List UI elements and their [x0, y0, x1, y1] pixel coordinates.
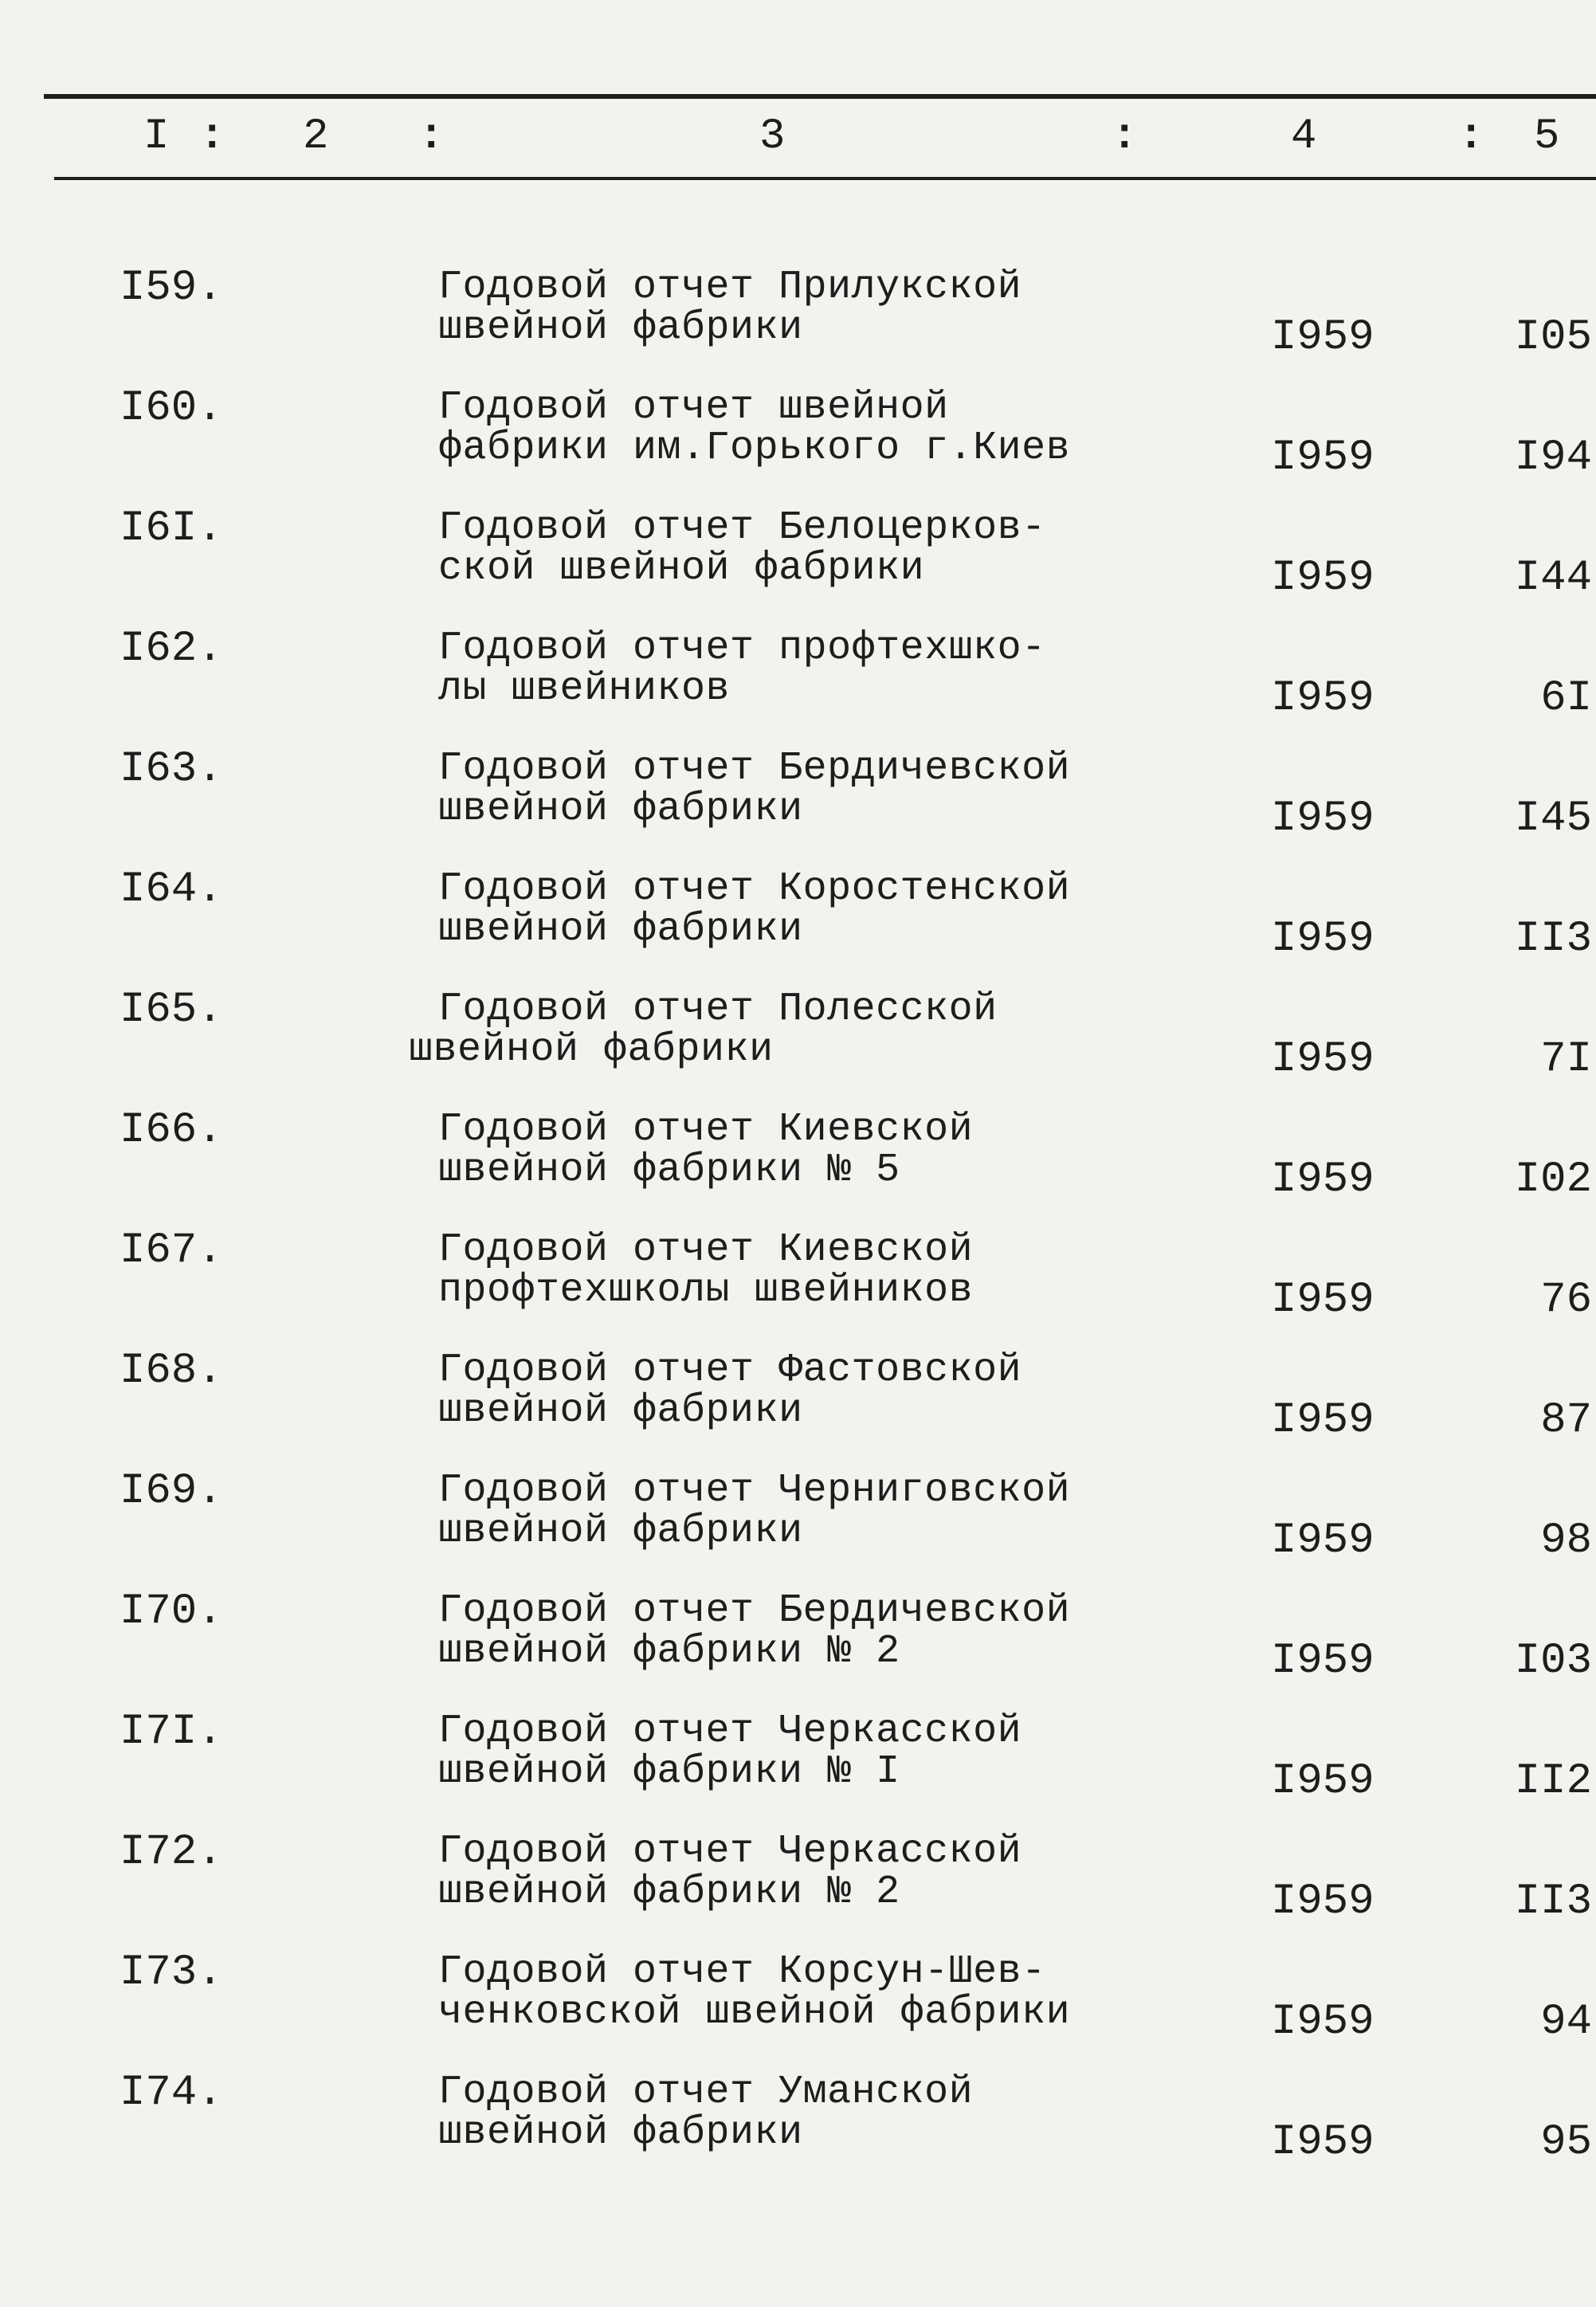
title-line: швейной фабрики [438, 305, 803, 351]
title-line: Годовой отчет Черкасской [438, 1709, 1022, 1754]
row-year: I959 [1271, 1396, 1374, 1445]
column-separator: : [418, 112, 445, 161]
row-year: I959 [1271, 434, 1374, 482]
row-title [438, 1588, 1155, 1674]
title-line: швейной фабрики [438, 1388, 803, 1434]
inventory-list [0, 264, 1596, 2192]
inventory-row [0, 264, 1596, 387]
title-line: Годовой отчет Белоцерков- [438, 505, 1046, 551]
row-year: I959 [1271, 1998, 1374, 2046]
row-number: I59. [120, 264, 223, 312]
row-sheets: II2 [1514, 1757, 1592, 1806]
row-title [438, 748, 1155, 830]
row-number: I72. [120, 1828, 223, 1877]
title-line: профтехшколы швейников [438, 1268, 974, 1313]
title-line: швейной фабрики [438, 907, 803, 952]
row-number: I66. [120, 1106, 223, 1155]
title-line: швейной фабрики [438, 1509, 803, 1554]
inventory-row [0, 1226, 1596, 1350]
title-line: швейной фабрики [438, 2110, 803, 2156]
column-header-1: I [143, 112, 170, 161]
inventory-row [0, 1347, 1596, 1470]
row-title [409, 987, 1155, 1073]
row-sheets: I94 [1514, 434, 1592, 482]
title-line: Годовой отчет швейной [438, 385, 949, 430]
title-line: Годовой отчет Уманской [438, 2070, 974, 2115]
title-line: лы швейников [438, 666, 731, 712]
row-sheets: I05 [1514, 313, 1592, 362]
inventory-row [0, 1587, 1596, 1711]
row-number: I6I. [120, 504, 223, 553]
title-line: Годовой отчет Полесской [438, 987, 998, 1032]
inventory-row [0, 2069, 1596, 2192]
title-line: ской швейной фабрики [438, 546, 925, 591]
row-title [438, 1949, 1155, 2035]
title-line: фабрики им.Горького г.Киев [438, 426, 1071, 471]
row-sheets: I02 [1514, 1155, 1592, 1204]
row-title [438, 387, 1155, 469]
row-number: I60. [120, 384, 223, 433]
column-header-5: 5 [1534, 112, 1560, 161]
title-line: Годовой отчет Бердичевской [438, 746, 1071, 791]
inventory-row [0, 1948, 1596, 2072]
title-line: швейной фабрики № 2 [438, 1870, 900, 1915]
row-number: I64. [120, 865, 223, 914]
row-number: I63. [120, 745, 223, 794]
inventory-row [0, 1828, 1596, 1952]
row-year: I959 [1271, 2118, 1374, 2167]
column-header-2: 2 [303, 112, 329, 161]
inventory-row [0, 745, 1596, 869]
row-number: I74. [120, 2069, 223, 2117]
column-header-4: 4 [1291, 112, 1317, 161]
row-number: I67. [120, 1226, 223, 1275]
inventory-row [0, 504, 1596, 628]
column-separator: : [1458, 112, 1484, 161]
row-title [438, 1227, 1155, 1313]
row-year: I959 [1271, 1757, 1374, 1806]
title-line: Годовой отчет Черниговской [438, 1468, 1071, 1513]
header-top-rule [44, 94, 1596, 99]
row-sheets: 7I [1540, 1035, 1592, 1084]
row-title [438, 1470, 1155, 1552]
row-year: I959 [1271, 313, 1374, 362]
row-sheets: 87 [1540, 1396, 1592, 1445]
row-year: I959 [1271, 1516, 1374, 1565]
title-line: Годовой отчет Коростенской [438, 866, 1071, 912]
row-title [438, 866, 1155, 952]
row-sheets: 76 [1540, 1276, 1592, 1324]
column-separator: : [199, 112, 225, 161]
inventory-row [0, 1708, 1596, 1831]
title-line: Годовой отчет Корсун-Шев- [438, 1949, 1046, 1995]
row-number: I62. [120, 625, 223, 673]
row-sheets: 98 [1540, 1516, 1592, 1565]
row-year: I959 [1271, 1877, 1374, 1926]
row-number: I68. [120, 1347, 223, 1395]
title-line: Годовой отчет профтехшко- [438, 626, 1046, 671]
row-year: I959 [1271, 915, 1374, 963]
row-number: I70. [120, 1587, 223, 1636]
title-line: Годовой отчет Черкасской [438, 1829, 1022, 1874]
inventory-row [0, 625, 1596, 748]
row-title [438, 626, 1155, 712]
row-sheets: 95 [1540, 2118, 1592, 2167]
title-line: швейной фабрики [438, 787, 803, 832]
row-year: I959 [1271, 1155, 1374, 1204]
row-sheets: I45 [1514, 795, 1592, 843]
row-year: I959 [1271, 1035, 1374, 1084]
title-line: Годовой отчет Прилукской [438, 265, 1022, 310]
inventory-row [0, 1467, 1596, 1591]
inventory-row [0, 1106, 1596, 1230]
title-line: швейной фабрики [409, 1027, 774, 1073]
row-title [438, 1109, 1155, 1191]
row-sheets: 94 [1540, 1998, 1592, 2046]
row-sheets: II3 [1514, 1877, 1592, 1926]
row-sheets: 6I [1540, 674, 1592, 723]
row-title [438, 1709, 1155, 1795]
row-title [438, 1831, 1155, 1913]
row-title [438, 265, 1155, 351]
title-line: швейной фабрики № 5 [438, 1148, 900, 1193]
title-line: ченковской швейной фабрики [438, 1990, 1071, 2035]
column-header-3: 3 [759, 112, 786, 161]
row-sheets: I44 [1514, 554, 1592, 602]
row-sheets: I03 [1514, 1637, 1592, 1685]
title-line: Годовой отчет Фастовской [438, 1348, 1022, 1393]
title-line: швейной фабрики № 2 [438, 1629, 900, 1674]
inventory-row [0, 986, 1596, 1109]
title-line: Годовой отчет Киевской [438, 1227, 974, 1273]
header-bottom-rule [54, 177, 1596, 180]
title-line: Годовой отчет Бердичевской [438, 1588, 1071, 1634]
title-line: швейной фабрики № I [438, 1749, 900, 1795]
row-year: I959 [1271, 1637, 1374, 1685]
column-separator: : [1112, 112, 1138, 161]
row-year: I959 [1271, 674, 1374, 723]
row-title [438, 2070, 1155, 2156]
row-number: I73. [120, 1948, 223, 1997]
row-year: I959 [1271, 1276, 1374, 1324]
inventory-row [0, 384, 1596, 508]
row-year: I959 [1271, 554, 1374, 602]
row-number: I65. [120, 986, 223, 1034]
inventory-row [0, 865, 1596, 989]
title-line: Годовой отчет Киевской [438, 1107, 974, 1152]
row-number: I7I. [120, 1708, 223, 1756]
row-sheets: II3 [1514, 915, 1592, 963]
row-number: I69. [120, 1467, 223, 1516]
row-year: I959 [1271, 795, 1374, 843]
row-title [438, 505, 1155, 591]
row-title [438, 1348, 1155, 1434]
